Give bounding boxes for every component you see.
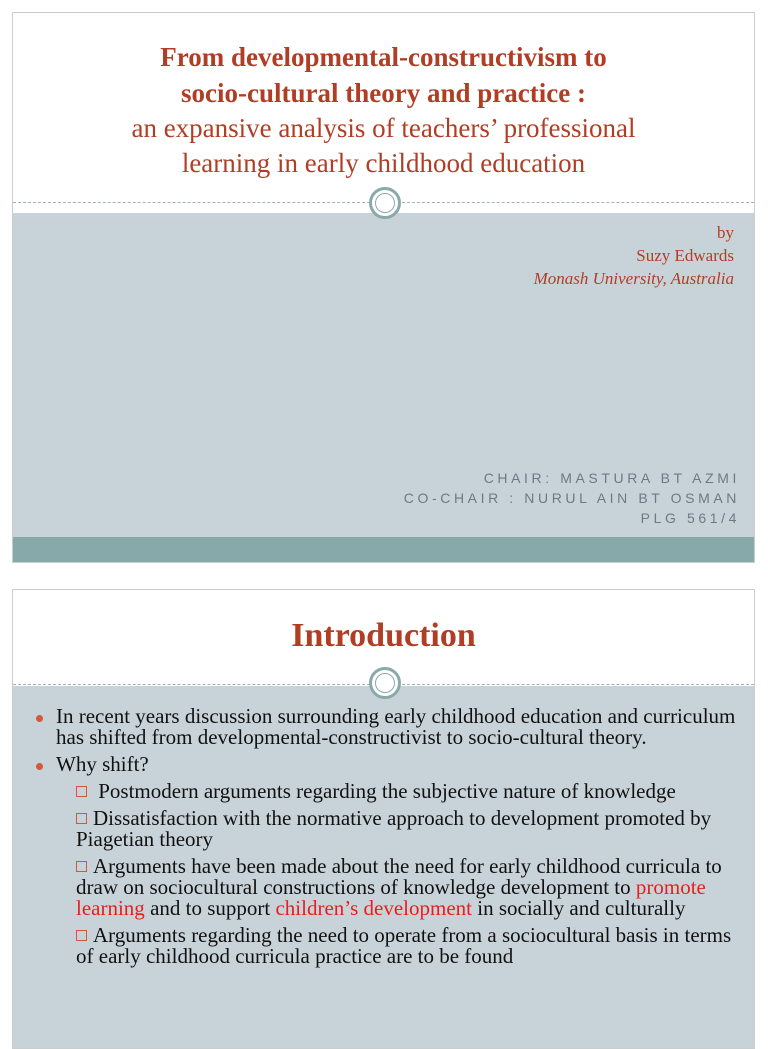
chair-block	[404, 468, 740, 528]
institution: Monash University, Australia	[533, 269, 734, 288]
title-line-1: From developmental-constructivism to	[160, 42, 607, 72]
sub-bullet-text-a: Arguments have been made about the need for early childhood curricula to draw on sociocultural constructions of knowledge development to	[76, 854, 722, 899]
title-line-2: socio-cultural theory and practice :	[181, 78, 586, 108]
co-chair: CO-CHAIR : NURUL AIN BT OSMAN	[403, 490, 740, 506]
bullet-item	[34, 706, 742, 748]
highlight-childrens-development: children’s development	[275, 896, 472, 920]
bullet-text: Why shift?	[56, 752, 149, 776]
square-bullet-icon	[76, 861, 87, 872]
sub-bullet-text: Dissatisfaction with the normative approach to development promoted by Piagetian theory	[76, 806, 712, 851]
bullet-list	[34, 706, 742, 973]
square-bullet-icon	[76, 930, 87, 941]
title-slide	[12, 12, 755, 563]
sub-bullet-item	[34, 808, 742, 850]
by-label: by	[717, 223, 734, 242]
divider-circle-icon	[369, 187, 401, 219]
footer-bar	[13, 537, 754, 563]
bullet-item	[34, 754, 742, 775]
sub-bullet-item	[34, 781, 742, 802]
sub-bullet-text-b: and to support	[144, 896, 276, 920]
sub-bullet-text: Arguments regarding the need to operate from a sociocultural basis in terms of early childhood curricula practice are to be found	[76, 923, 732, 968]
slide-title	[13, 39, 754, 181]
author-block	[534, 221, 734, 290]
chair: CHAIR: MASTURA BT AZMI	[483, 470, 740, 486]
slide-title: Introduction	[291, 617, 476, 654]
highlight-promote-learning: promote learning	[76, 875, 706, 920]
subtitle-line-1: an expansive analysis of teachers’ professional	[131, 113, 636, 143]
square-bullet-icon	[76, 813, 87, 824]
sub-bullet-item	[34, 925, 742, 967]
divider-circle-icon	[369, 667, 401, 699]
sub-bullet-item	[34, 856, 742, 919]
subtitle-line-2: learning in early childhood education	[181, 148, 586, 178]
sub-bullet-text-c: in socially and culturally	[472, 896, 686, 920]
square-bullet-icon	[76, 786, 87, 797]
course-code: PLG 561/4	[640, 510, 740, 526]
bullet-text: In recent years discussion surrounding early childhood education and curriculum has shifted from developmental-constructivist to socio-cultural theory.	[56, 704, 736, 749]
sub-bullet-text: Postmodern arguments regarding the subjective nature of knowledge	[93, 779, 676, 803]
author-name: Suzy Edwards	[636, 246, 734, 265]
